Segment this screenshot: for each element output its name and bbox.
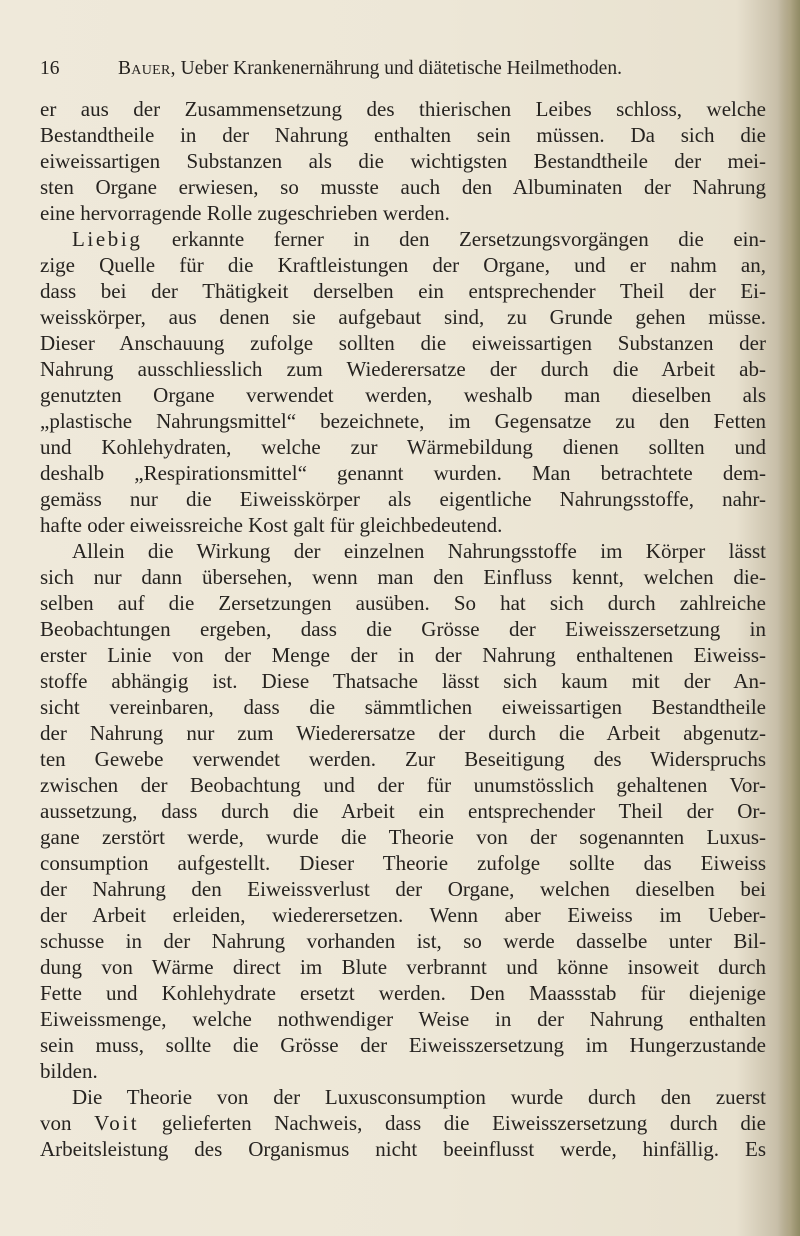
author-name-voit: Voit	[94, 1111, 140, 1135]
text-line: der Nahrung nur zum Wiederersatze der durch die Arbeit abgenutz-	[40, 721, 766, 745]
text-line: zwischen der Beobachtung und der für unumstösslich gehaltenen Vor-	[40, 773, 766, 797]
text-line: dung von Wärme direct im Blute verbrannt und könne insoweit durch	[40, 955, 766, 979]
text-line: hafte oder eiweissreiche Kost galt für gleichbedeutend.	[40, 513, 503, 537]
text-line: sicht vereinbaren, dass die sämmtlichen eiweissartigen Bestandtheile	[40, 695, 766, 719]
text-line: der Arbeit erleiden, wiederersetzen. Wenn aber Eiweiss im Ueber-	[40, 903, 766, 927]
text-line: stoffe abhängig ist. Diese Thatsache lässt sich kaum mit der An-	[40, 669, 766, 693]
text-line: Bestandtheile in der Nahrung enthalten sein müssen. Da sich die	[40, 123, 766, 147]
text-line: sich nur dann übersehen, wenn man den Einfluss kennt, welchen die-	[40, 565, 766, 589]
text-line: Allein die Wirkung der einzelnen Nahrungsstoffe im Körper lässt	[72, 539, 766, 563]
text-line: bilden.	[40, 1059, 98, 1083]
text-line: sten Organe erwiesen, so musste auch den Albuminaten der Nahrung	[40, 175, 766, 199]
author-name-liebig: Liebig	[72, 227, 143, 251]
running-title-author: Bauer,	[118, 58, 176, 79]
running-title-text: Ueber Krankenernährung und diätetische Heilmethoden.	[180, 58, 622, 79]
text-line: selben auf die Zersetzungen ausüben. So hat sich durch zahlreiche	[40, 591, 766, 615]
text-line: gemäss nur die Eiweisskörper als eigentliche Nahrungsstoffe, nahr-	[40, 487, 766, 511]
text-line: Beobachtungen ergeben, dass die Grösse der Eiweisszersetzung in	[40, 617, 766, 641]
text-line: consumption aufgestellt. Dieser Theorie zufolge sollte das Eiweiss	[40, 851, 766, 875]
text-line: schusse in der Nahrung vorhanden ist, so werde dasselbe unter Bil-	[40, 929, 766, 953]
text-line: „plastische Nahrungsmittel“ bezeichnete, im Gegensatze zu den Fetten	[40, 409, 766, 433]
text-line: ten Gewebe verwendet werden. Zur Beseitigung des Widerspruchs	[40, 747, 766, 771]
text-line: von Voit gelieferten Nachweis, dass die Eiweisszersetzung durch die	[40, 1111, 766, 1135]
text-line: deshalb „Respirationsmittel“ genannt wurden. Man betrachtete dem-	[40, 461, 766, 485]
text-line: Eiweissmenge, welche nothwendiger Weise in der Nahrung enthalten	[40, 1007, 766, 1031]
text-line: er aus der Zusammensetzung des thierischen Leibes schloss, welche	[40, 97, 766, 121]
text-line: zige Quelle für die Kraftleistungen der Organe, und er nahm an,	[40, 253, 766, 277]
text-line: Liebig erkannte ferner in den Zersetzungsvorgängen die ein-	[72, 227, 766, 251]
text-line: Dieser Anschauung zufolge sollten die eiweissartigen Substanzen der	[40, 331, 766, 355]
text-line: sein muss, sollte die Grösse der Eiweisszersetzung im Hungerzustande	[40, 1033, 766, 1057]
text-line: genutzten Organe verwendet werden, weshalb man dieselben als	[40, 383, 766, 407]
text-line: und Kohlehydraten, welche zur Wärmebildung dienen sollten und	[40, 435, 766, 459]
text-line: aussetzung, dass durch die Arbeit ein entsprechender Theil der Or-	[40, 799, 766, 823]
text-line: gane zerstört werde, wurde die Theorie von der sogenannten Luxus-	[40, 825, 766, 849]
text-line: eine hervorragende Rolle zugeschrieben werden.	[40, 201, 450, 225]
text-line: weisskörper, aus denen sie aufgebaut sind, zu Grunde gehen müsse.	[40, 305, 766, 329]
text-line: Arbeitsleistung des Organismus nicht beeinflusst werde, hinfällig. Es	[40, 1137, 766, 1161]
text-line: eiweissartigen Substanzen als die wichtigsten Bestandtheile der mei-	[40, 149, 766, 173]
text-line: Fette und Kohlehydrate ersetzt werden. Den Maassstab für diejenige	[40, 981, 766, 1005]
page-number: 16	[40, 58, 60, 79]
text-line: erster Linie von der Menge der in der Nahrung enthaltenen Eiweiss-	[40, 643, 766, 667]
text-line: der Nahrung den Eiweissverlust der Organe, welchen dieselben bei	[40, 877, 766, 901]
text-line: Die Theorie von der Luxusconsumption wurde durch den zuerst	[72, 1085, 766, 1109]
text-line: Nahrung ausschliesslich zum Wiederersatze der durch die Arbeit ab-	[40, 357, 766, 381]
text-line: dass bei der Thätigkeit derselben ein entsprechender Theil der Ei-	[40, 279, 766, 303]
